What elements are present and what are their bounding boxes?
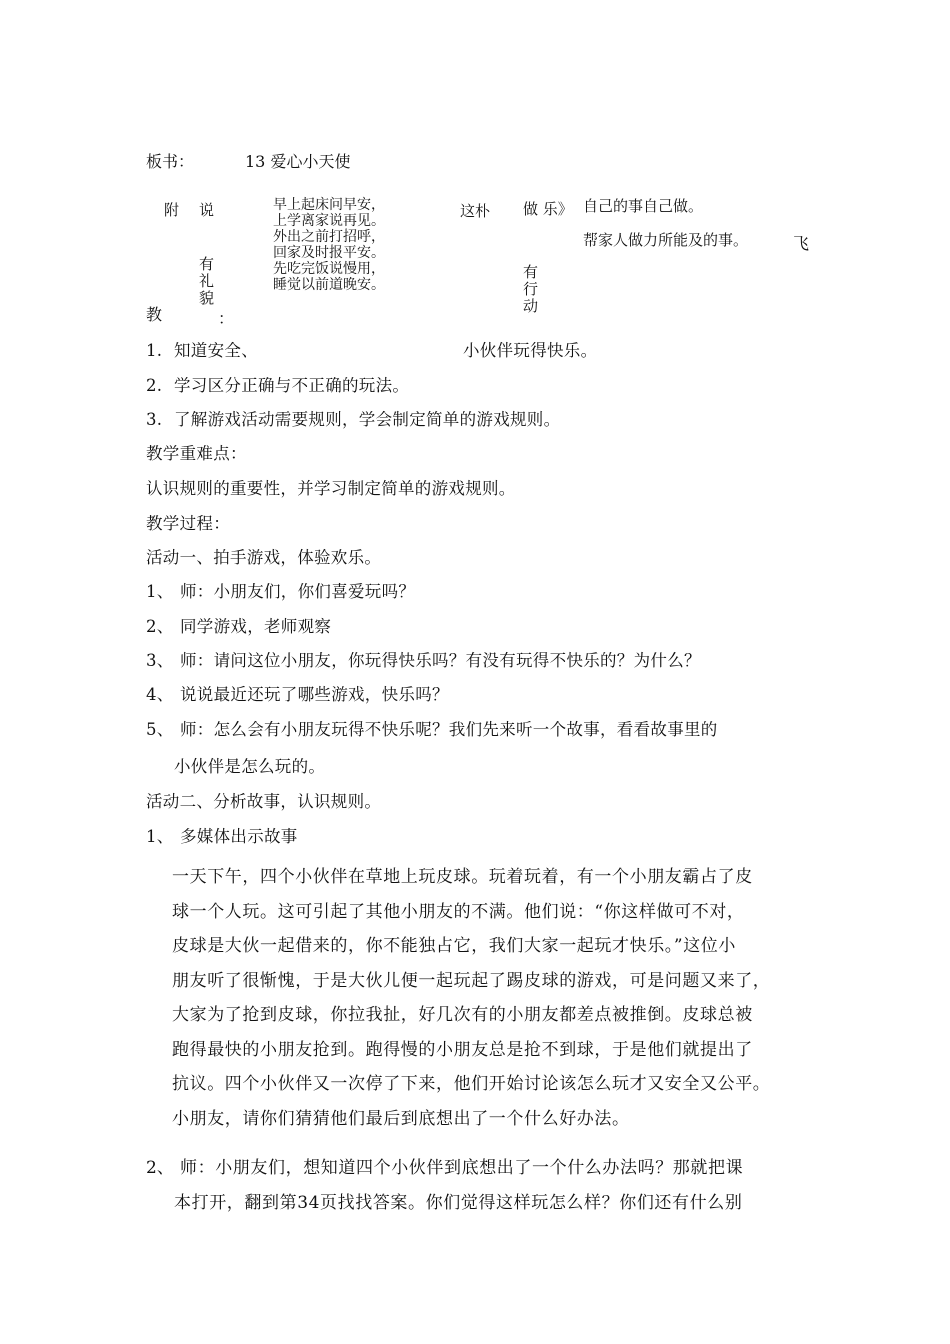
poem-line: 先吃完饭说慢用， xyxy=(273,261,385,277)
a2-item-1-number: 1、 xyxy=(146,827,174,846)
board-label: 板书： xyxy=(146,152,195,171)
a1-item-1-number: 1、 xyxy=(146,582,174,601)
story-line: 一天下午，四个小伙伴在草地上玩皮球。玩着玩着，有一个小朋友霸占了皮 xyxy=(172,867,753,887)
board-char: 行 xyxy=(523,280,539,298)
a2-item-2-text-cont: 本打开，翻到第34页找找答案。你们觉得这样玩怎么样？你们还有什么别 xyxy=(174,1193,743,1213)
a1-item-5-text: 师：怎么会有小朋友玩得不快乐呢？我们先来听一个故事，看看故事里的 xyxy=(180,720,718,739)
poem-line: 上学离家说再见。 xyxy=(273,213,385,229)
key-points-heading: 教学重难点： xyxy=(146,444,247,463)
activity-2-heading: 活动二、分析故事，认识规则。 xyxy=(146,792,382,811)
board-col4: 做 乐》 xyxy=(523,200,573,218)
story-line: 球一个人玩。这可引起了其他小朋友的不满。他们说：“你这样做可不对， xyxy=(172,901,745,922)
goal-1-text-b: 小伙伴玩得快乐。 xyxy=(463,341,598,360)
board-col1-b: 说 xyxy=(199,201,215,219)
a1-item-4-text: 说说最近还玩了哪些游戏，快乐吗？ xyxy=(180,685,449,704)
a2-item-1-text: 多媒体出示故事 xyxy=(180,827,298,846)
a1-item-2-text: 同学游戏，老师观察 xyxy=(180,617,332,636)
a1-item-1-text: 师：小朋友们，你们喜爱玩吗？ xyxy=(180,582,416,601)
story-line: 跑得最快的小朋友抢到。跑得慢的小朋友总是抢不到球，于是他们就提出了 xyxy=(172,1039,753,1060)
goal-2-text: 学习区分正确与不正确的玩法。 xyxy=(174,376,410,395)
a1-item-5-number: 5、 xyxy=(146,720,174,739)
board-char: 有 xyxy=(199,255,215,273)
poem-line: 睡觉以前道晚安。 xyxy=(273,277,385,293)
goal-1-number: 1. xyxy=(146,341,163,360)
a1-item-3-text: 师：请问这位小朋友，你玩得快乐吗？有没有玩得不快乐的？为什么？ xyxy=(180,651,701,670)
board-col1-vertical xyxy=(199,256,214,307)
a1-item-4-number: 4、 xyxy=(146,685,174,704)
goal-1-text-a: 知道安全、 xyxy=(174,341,258,360)
poem-line: 回家及时报平安。 xyxy=(273,245,385,261)
a1-item-5-text-cont: 小伙伴是怎么玩的。 xyxy=(174,757,326,776)
board-col4-vertical xyxy=(523,264,538,315)
a1-item-2-number: 2、 xyxy=(146,617,174,636)
board-right-2: 帮家人做力所能及的事。 xyxy=(583,231,749,249)
a1-item-3-number: 3、 xyxy=(146,651,174,670)
board-poem xyxy=(273,197,385,293)
goal-3-text: 了解游戏活动需要规则，学会制定简单的游戏规则。 xyxy=(174,410,561,429)
poem-line: 外出之前打招呼， xyxy=(273,229,385,245)
goals-colon: ： xyxy=(218,309,235,328)
board-char: 有 xyxy=(523,263,539,281)
story-line: 抗议。四个小伙伴又一次停了下来，他们开始讨论该怎么玩才又安全又公平。 xyxy=(172,1074,771,1094)
a2-item-2-number: 2、 xyxy=(146,1158,174,1178)
story-line: 大家为了抢到皮球，你拉我扯，好几次有的小朋友都差点被推倒。皮球总被 xyxy=(172,1005,753,1025)
board-col1-a: 附 xyxy=(164,201,180,219)
story-line: 小朋友，请你们猜猜他们最后到底想出了一个什么好办法。 xyxy=(172,1108,630,1129)
goal-2-number: 2. xyxy=(146,376,163,395)
board-right-1: 自己的事自己做。 xyxy=(583,197,704,215)
board-char: 动 xyxy=(523,297,539,315)
board-title: 13 爱心小天使 xyxy=(245,152,351,171)
board-char: 貌 xyxy=(199,289,215,307)
story-line: 皮球是大伙一起借来的，你不能独占它，我们大家一起玩才快乐。”这位小 xyxy=(172,936,736,956)
process-heading: 教学过程： xyxy=(146,514,230,533)
activity-1-heading: 活动一、拍手游戏，体验欢乐。 xyxy=(146,548,382,567)
board-mark: 飞 xyxy=(793,234,810,253)
goals-label: 教 xyxy=(146,305,163,324)
story-paragraph xyxy=(172,860,770,1136)
a2-item-2-text: 师：小朋友们，想知道四个小伙伴到底想出了一个什么办法吗？那就把课 xyxy=(180,1158,744,1178)
story-line: 朋友听了很惭愧，于是大伙儿便一起玩起了踢皮球的游戏，可是问题又来了， xyxy=(172,970,771,991)
board-col3: 这朴 xyxy=(460,202,491,220)
poem-line: 早上起床问早安， xyxy=(273,197,385,213)
board-char: 礼 xyxy=(199,272,215,290)
key-points-text: 认识规则的重要性，并学习制定简单的游戏规则。 xyxy=(146,479,516,498)
goal-3-number: 3. xyxy=(146,410,163,429)
